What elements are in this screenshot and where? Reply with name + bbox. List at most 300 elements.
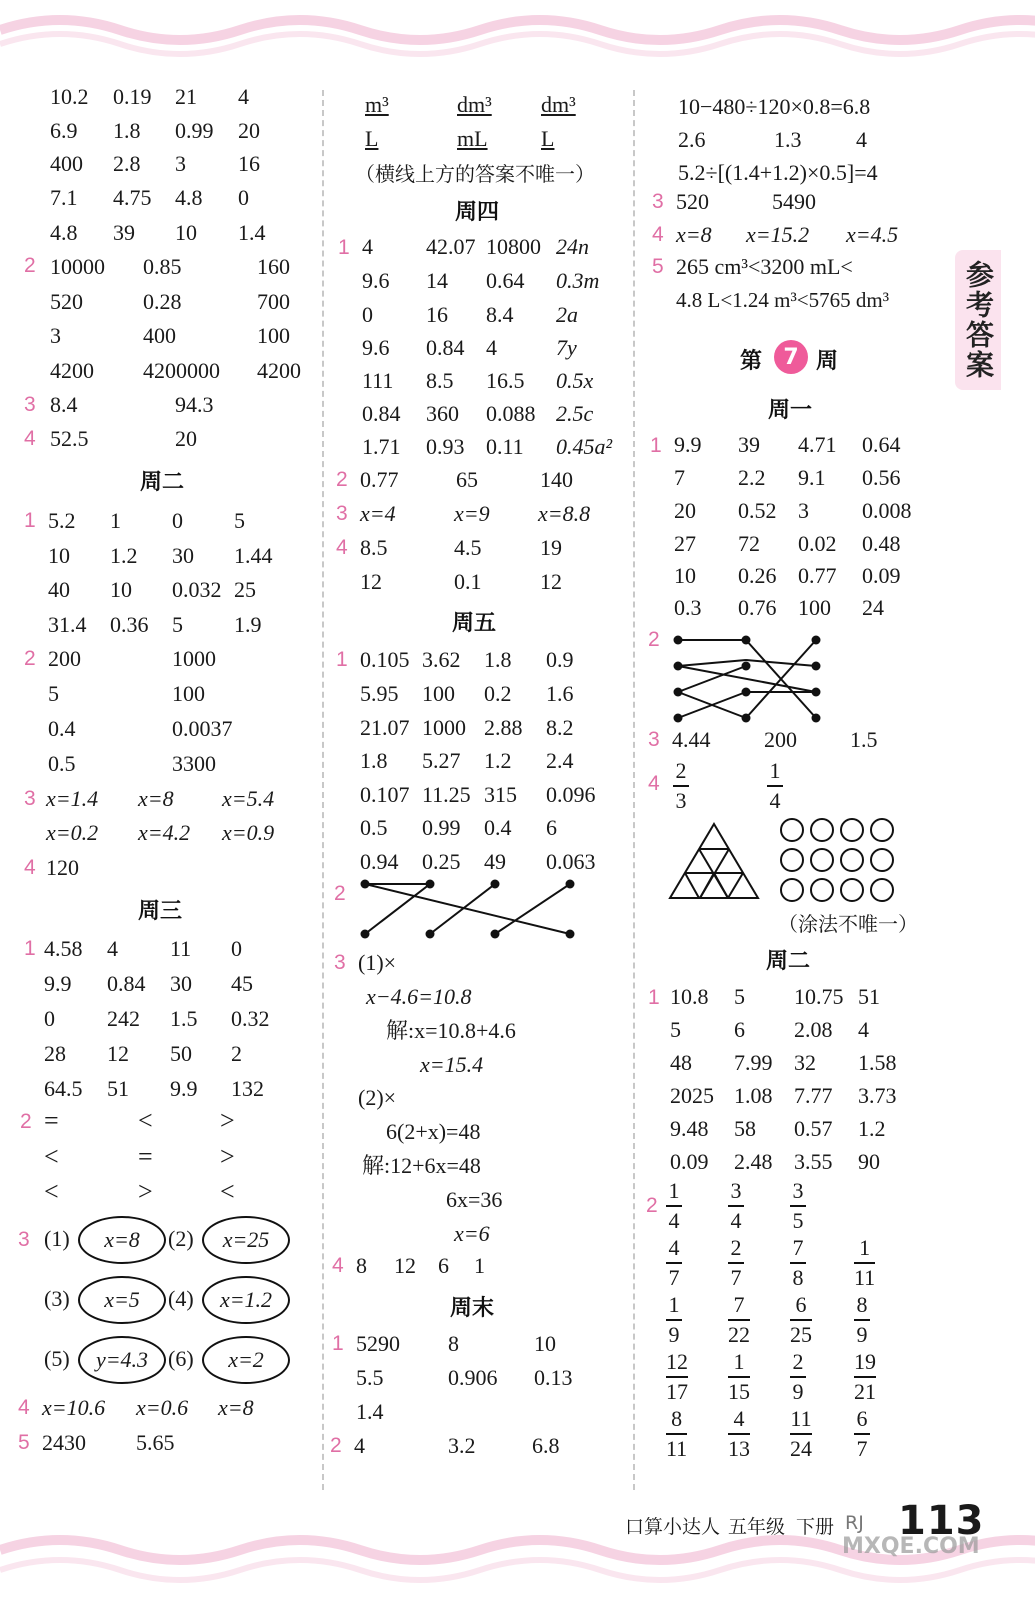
equation: 10−480÷120×0.8=6.8 — [678, 94, 871, 119]
answer: 2430 — [42, 1430, 86, 1455]
answer: 6.8 — [532, 1433, 560, 1458]
question-number: 2 — [648, 628, 660, 651]
answer: 0.77 — [798, 563, 837, 588]
answer: 1.08 — [734, 1083, 773, 1108]
answer: 9.48 — [670, 1116, 709, 1141]
circled-answer — [202, 1276, 290, 1324]
answer: 520 — [676, 189, 709, 214]
matching-diagram — [670, 632, 830, 732]
answer: 5.65 — [136, 1430, 175, 1455]
answer: 0 — [238, 185, 249, 210]
answer: 0.99 — [175, 118, 214, 143]
answer: 7y — [556, 335, 577, 360]
answer: 20 — [175, 426, 197, 451]
comparison: < — [220, 1177, 235, 1206]
answer: 0.11 — [486, 434, 524, 459]
answer: 0.77 — [360, 467, 399, 492]
fraction — [790, 1406, 812, 1462]
answer: 242 — [107, 1006, 140, 1031]
answer: 90 — [858, 1149, 880, 1174]
answer: 6 — [734, 1017, 745, 1042]
numerator: 1 — [733, 1349, 745, 1374]
question-number: 4 — [652, 223, 664, 246]
answer: 0.84 — [362, 401, 401, 426]
grade-label: 五年级 — [728, 1516, 786, 1538]
question-number: 1 — [650, 434, 662, 457]
book-title: 口算小达人 — [625, 1516, 721, 1538]
answer: 4 — [107, 936, 118, 961]
step: (2)× — [358, 1085, 397, 1110]
answer: 0.1 — [454, 569, 482, 594]
answer: 3.62 — [422, 647, 461, 672]
answer: 10 — [534, 1331, 556, 1356]
answer: 2.08 — [794, 1017, 833, 1042]
fraction-grid — [666, 1178, 906, 1478]
denominator: 13 — [728, 1436, 750, 1461]
circle-shape — [810, 818, 834, 842]
column-divider-1 — [322, 90, 324, 1490]
answer: 520 — [50, 289, 83, 314]
answer: 1.2 — [110, 543, 138, 568]
section-heading-zhou3: 周三 — [138, 899, 183, 924]
answer: 1.4 — [238, 220, 266, 245]
answer: 51 — [107, 1076, 129, 1101]
comparison: > — [138, 1177, 153, 1206]
answer: 0.32 — [231, 1006, 270, 1031]
circle-shape — [780, 878, 804, 902]
numerator: 1 — [859, 1235, 871, 1260]
fraction — [666, 1292, 682, 1348]
tab-label: 参考答案 — [962, 260, 995, 380]
question-number: 1 — [338, 236, 350, 259]
answer: 10 — [674, 563, 696, 588]
denominator: 3 — [675, 788, 687, 813]
answer: 0.25 — [422, 849, 461, 874]
answer: 1.8 — [360, 748, 388, 773]
answer: 1.6 — [546, 681, 574, 706]
step: x−4.6=10.8 — [366, 984, 472, 1009]
answer: 1.5 — [170, 1006, 198, 1031]
denominator: 11 — [666, 1436, 688, 1461]
answer: 9.9 — [170, 1076, 198, 1101]
week-prefix: 第 — [740, 349, 763, 374]
answer: 12 — [360, 569, 382, 594]
answer: x=0.9 — [222, 820, 275, 845]
question-number: 4 — [336, 536, 348, 559]
question-number: 4 — [24, 427, 36, 450]
fraction — [728, 1178, 744, 1234]
answer: 0.105 — [360, 647, 410, 672]
answer: x=25 — [222, 1227, 270, 1252]
answer: 10.75 — [794, 984, 844, 1009]
answer: 0.5 — [360, 815, 388, 840]
answer: 5 — [234, 508, 245, 533]
answer: 8.2 — [546, 715, 574, 740]
answer: 4 — [486, 335, 497, 360]
answer: 1.5 — [850, 727, 878, 752]
numerator: 4 — [668, 1235, 680, 1260]
inequality: 4.8 L<1.24 m³<5765 dm³ — [676, 288, 890, 312]
question-number: 2 — [334, 882, 346, 905]
answer: 11.25 — [422, 782, 471, 807]
unit: L — [541, 126, 555, 151]
answer: 65 — [456, 467, 478, 492]
answer: 20 — [238, 118, 260, 143]
answer: 0.64 — [486, 268, 525, 293]
step: 解:12+6x=48 — [362, 1153, 481, 1178]
answer: 100 — [798, 595, 831, 620]
answer: 100 — [257, 323, 290, 348]
top-wave-decoration — [0, 0, 1035, 60]
answer: 0.906 — [448, 1365, 498, 1390]
answer: 0.5 — [48, 751, 76, 776]
answer: 4 — [362, 234, 373, 259]
answer: 0.28 — [143, 289, 182, 314]
circle-grid — [780, 818, 900, 908]
answer: 9.9 — [44, 971, 72, 996]
question-number: 1 — [24, 509, 36, 532]
denominator: 9 — [792, 1379, 804, 1404]
answer: 0.4 — [48, 716, 76, 741]
numerator: 19 — [854, 1349, 876, 1374]
circle-shape — [810, 878, 834, 902]
question-number: 1 — [24, 937, 36, 960]
week-number-badge: 7 — [774, 340, 808, 374]
fraction — [854, 1349, 876, 1405]
answer: 5 — [734, 984, 745, 1009]
numerator: 6 — [856, 1406, 868, 1431]
note: （横线上方的答案不唯一） — [355, 162, 595, 186]
answer: 9.9 — [674, 432, 702, 457]
answer: 40 — [48, 577, 70, 602]
denominator: 8 — [792, 1265, 804, 1290]
answer: 21 — [175, 84, 197, 109]
denominator: 7 — [668, 1265, 680, 1290]
answer: x=2 — [228, 1347, 264, 1372]
edition-label: RJ — [845, 1512, 864, 1534]
answer: 5.95 — [360, 681, 399, 706]
answer: 1.58 — [858, 1050, 897, 1075]
question-number: 2 — [330, 1434, 342, 1457]
question-number: 1 — [332, 1332, 344, 1355]
answer: 0 — [231, 936, 242, 961]
numerator: 4 — [733, 1406, 745, 1431]
numerator: 3 — [730, 1178, 742, 1203]
step: 解:x=10.8+4.6 — [386, 1018, 516, 1043]
fraction — [728, 1349, 750, 1405]
answer: 24 — [862, 595, 884, 620]
section-heading-zhou4: 周四 — [455, 200, 500, 225]
answer: 4.5 — [454, 535, 482, 560]
comparison: > — [220, 1106, 235, 1135]
answer: 0.85 — [143, 254, 182, 279]
question-number: 3 — [336, 502, 348, 525]
question-number: 3 — [652, 190, 664, 213]
answer: x=9 — [454, 501, 490, 526]
answer: 9.6 — [362, 268, 390, 293]
answer: 0.008 — [862, 498, 912, 523]
answer: 6 — [546, 815, 557, 840]
answer: 31.4 — [48, 612, 87, 637]
fraction — [854, 1292, 870, 1348]
answer: 0 — [362, 302, 373, 327]
comparison: < — [44, 1177, 59, 1206]
answer: 0.45a² — [556, 434, 613, 459]
denominator: 4 — [668, 1208, 680, 1233]
answer: x=5 — [104, 1287, 140, 1312]
circle-shape — [840, 818, 864, 842]
answer: 0.0037 — [172, 716, 233, 741]
question-number: 3 — [18, 1228, 30, 1251]
answer: x=4.5 — [846, 222, 899, 247]
answer: 1 — [110, 508, 121, 533]
equation: 5.2÷[(1.4+1.2)×0.5]=4 — [678, 160, 878, 185]
answer: 0.84 — [107, 971, 146, 996]
fraction — [790, 1349, 806, 1405]
answer: 4 — [856, 127, 867, 152]
answer: 7 — [674, 465, 685, 490]
answer: 25 — [234, 577, 256, 602]
numerator: 2 — [675, 758, 687, 783]
answer: 14 — [426, 268, 448, 293]
answer: 0.032 — [172, 577, 222, 602]
answer: 5.5 — [356, 1365, 384, 1390]
answer: x=8 — [218, 1395, 254, 1420]
circle-shape — [840, 848, 864, 872]
section-heading-zhou1: 周一 — [768, 398, 813, 423]
answer: 360 — [426, 401, 459, 426]
answer: 7.77 — [794, 1083, 833, 1108]
denominator: 4 — [769, 788, 781, 813]
answer: 132 — [231, 1076, 264, 1101]
answer: 4.71 — [798, 432, 837, 457]
answer: 2025 — [670, 1083, 714, 1108]
fraction — [666, 1406, 687, 1462]
answer: 30 — [172, 543, 194, 568]
circle-shape — [840, 878, 864, 902]
week-suffix: 周 — [816, 349, 839, 374]
denominator: 11 — [854, 1265, 876, 1290]
answer: 0.9 — [546, 647, 574, 672]
answer: 8.4 — [50, 392, 78, 417]
numerator: 1 — [668, 1292, 680, 1317]
answer: 0.063 — [546, 849, 596, 874]
answer: 0.09 — [862, 563, 901, 588]
denominator: 25 — [790, 1322, 812, 1347]
circle-shape — [870, 818, 894, 842]
answer: 200 — [48, 646, 81, 671]
answer: 10000 — [50, 254, 105, 279]
answer: 6.9 — [50, 118, 78, 143]
numerator: 11 — [790, 1406, 812, 1431]
answer: 1.44 — [234, 543, 273, 568]
answer: 51 — [858, 984, 880, 1009]
answer: 12 — [107, 1041, 129, 1066]
answer: x=5.4 — [222, 786, 275, 811]
answer: 1.8 — [484, 647, 512, 672]
answer: 1.3 — [774, 127, 802, 152]
answer: 48 — [670, 1050, 692, 1075]
answer: 3300 — [172, 751, 216, 776]
answer: 0.94 — [360, 849, 399, 874]
section-heading-zhou2: 周二 — [140, 470, 185, 495]
answer: 120 — [46, 855, 79, 880]
answer: 19 — [540, 535, 562, 560]
answer: 2.8 — [113, 151, 141, 176]
step: x=15.4 — [420, 1052, 484, 1077]
fraction — [666, 1235, 682, 1291]
answer: 2.5c — [556, 401, 594, 426]
answer: 0.56 — [862, 465, 901, 490]
comparison: = — [138, 1142, 153, 1171]
question-number: 4 — [18, 1396, 30, 1419]
answer: 4.8 — [50, 220, 78, 245]
answer: 0.2 — [484, 681, 512, 706]
unit: dm³ — [457, 92, 492, 117]
answer: 0.3m — [556, 268, 600, 293]
fraction — [666, 1349, 688, 1405]
answer: 0.26 — [738, 563, 777, 588]
answer: 2 — [231, 1041, 242, 1066]
answer: 0.84 — [426, 335, 465, 360]
section-heading-zhoumo: 周末 — [450, 1296, 495, 1321]
answer: 1.71 — [362, 434, 401, 459]
answer: 30 — [170, 971, 192, 996]
answer: 2a — [556, 302, 578, 327]
answer: 2.4 — [546, 748, 574, 773]
step: 6x=36 — [446, 1187, 503, 1212]
answer: 4.58 — [44, 936, 83, 961]
answer: 10800 — [486, 234, 541, 259]
question-number: 4 — [24, 856, 36, 879]
question-number: 3 — [648, 728, 660, 751]
answer: 0.107 — [360, 782, 410, 807]
answer: x=1.4 — [46, 786, 99, 811]
question-number: 1 — [336, 648, 348, 671]
answer: 9.6 — [362, 335, 390, 360]
answer: 0.09 — [670, 1149, 709, 1174]
question-number: 5 — [652, 255, 664, 278]
fraction — [728, 1235, 744, 1291]
answer: 0 — [44, 1006, 55, 1031]
answer: x=0.2 — [46, 820, 99, 845]
question-number: 4 — [648, 772, 660, 795]
answer: 1.2 — [858, 1116, 886, 1141]
answer: 0.5x — [556, 368, 594, 393]
answer: 4 — [354, 1433, 365, 1458]
answer: 0.088 — [486, 401, 536, 426]
question-number: 2 — [24, 647, 36, 670]
answer: 32 — [794, 1050, 816, 1075]
answer: 7.1 — [50, 185, 78, 210]
item-label: (1) — [44, 1226, 70, 1251]
question-number: 5 — [18, 1431, 30, 1454]
denominator: 4 — [730, 1208, 742, 1233]
answer: 28 — [44, 1041, 66, 1066]
denominator: 7 — [730, 1265, 742, 1290]
answer: x=8 — [676, 222, 712, 247]
column-divider-2 — [633, 90, 635, 1490]
step: 6(2+x)=48 — [386, 1119, 481, 1144]
fraction — [790, 1178, 806, 1234]
unit: mL — [457, 126, 488, 151]
fraction — [854, 1406, 870, 1462]
answer: 5 — [172, 612, 183, 637]
numerator: 7 — [733, 1292, 745, 1317]
answer: 4.44 — [672, 727, 711, 752]
answer: 1000 — [172, 646, 216, 671]
section-heading-zhou5: 周五 — [452, 611, 497, 636]
answer: 0.76 — [738, 595, 777, 620]
answer: 52.5 — [50, 426, 89, 451]
circle-shape — [780, 848, 804, 872]
answer: 49 — [484, 849, 506, 874]
unit: m³ — [365, 92, 389, 117]
answer: 1.2 — [484, 748, 512, 773]
fraction — [790, 1292, 812, 1348]
answer: 4 — [858, 1017, 869, 1042]
answer: 16 — [238, 151, 260, 176]
fraction — [854, 1235, 875, 1291]
numerator: 2 — [730, 1235, 742, 1260]
fraction — [728, 1292, 750, 1348]
answer: 10 — [110, 577, 132, 602]
watermark-text: MXQE.COM — [842, 1534, 980, 1559]
note: （涂法不唯一） — [778, 912, 918, 936]
answer: 8.4 — [486, 302, 514, 327]
answer: 39 — [738, 432, 760, 457]
question-number: 2 — [20, 1110, 32, 1133]
answer: 0.99 — [422, 815, 461, 840]
answer: x=8 — [138, 786, 174, 811]
denominator: 7 — [856, 1436, 868, 1461]
page-number: 113 — [898, 1498, 985, 1544]
answer: 2.6 — [678, 127, 706, 152]
answer: 0.4 — [484, 815, 512, 840]
answer: 0.3 — [674, 595, 702, 620]
circle-shape — [810, 848, 834, 872]
answer: 700 — [257, 289, 290, 314]
answer: 3 — [50, 323, 61, 348]
section-heading-zhou2-week7: 周二 — [766, 949, 811, 974]
answer: 50 — [170, 1041, 192, 1066]
answer: 400 — [50, 151, 83, 176]
answer: 7.99 — [734, 1050, 773, 1075]
question-number: 1 — [648, 986, 660, 1009]
item-label: (6) — [168, 1346, 194, 1371]
circled-answer — [78, 1336, 166, 1384]
answer: 6 — [438, 1253, 449, 1278]
question-number: 3 — [334, 951, 346, 974]
item-label: (5) — [44, 1346, 70, 1371]
denominator: 9 — [668, 1322, 680, 1347]
answer: 0.096 — [546, 782, 596, 807]
answer: 0.52 — [738, 498, 777, 523]
answer: 4.75 — [113, 185, 152, 210]
answer: x=10.6 — [42, 1395, 106, 1420]
answer: 4200 — [50, 358, 94, 383]
question-number: 2 — [336, 468, 348, 491]
answer: 45 — [231, 971, 253, 996]
answer: 0.36 — [110, 612, 149, 637]
circled-answer — [202, 1216, 290, 1264]
answer: x=8.8 — [538, 501, 591, 526]
fraction — [666, 1178, 682, 1234]
answer: 160 — [257, 254, 290, 279]
answer: 5.2 — [48, 508, 76, 533]
answer: 0.19 — [113, 84, 152, 109]
answer: 111 — [362, 368, 394, 393]
